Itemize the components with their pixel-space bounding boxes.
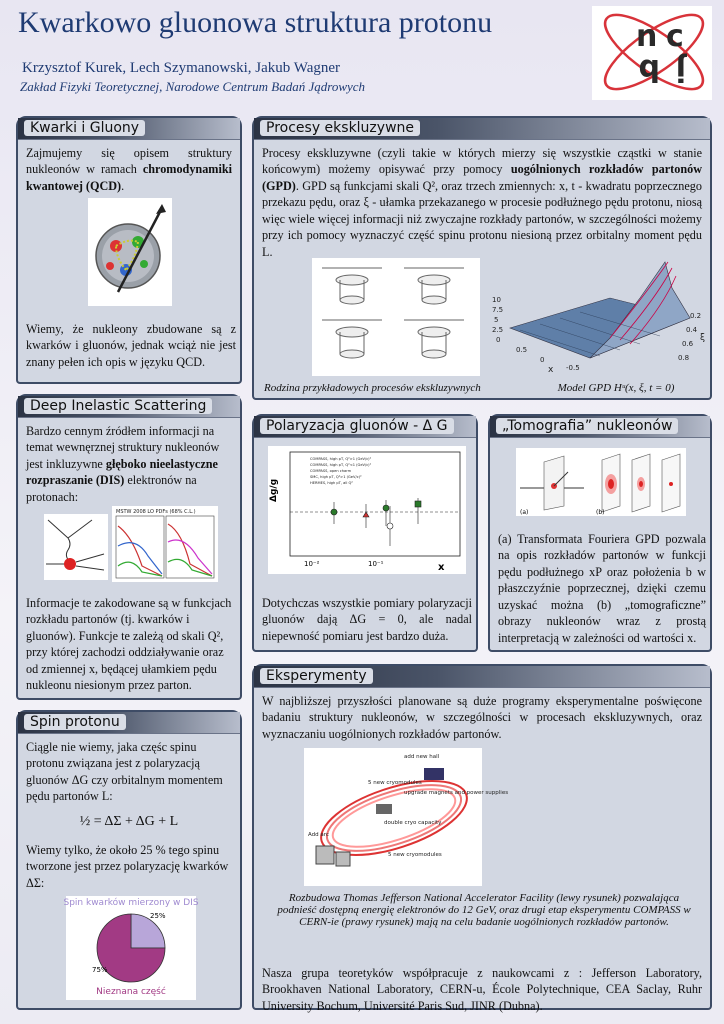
pie-label-25: 25% [150,912,166,920]
panel-tomo-title: „Tomografia” nukleonów [496,418,678,434]
ncbj-logo [592,6,712,100]
polar-text: Dotychczas wszystkie pomiary polaryzacji gluonów dają ΔG = 0, ale nadal niepewność pomiaru jest bardzo duża. [262,596,472,643]
polar-legend-3: COMPASS, open charm [310,469,352,473]
proton-illustration [88,198,172,306]
polar-legend-4: SMC, high pT, Q²>1 (GeV/c)² [310,475,362,479]
panel-tomo [488,414,712,652]
panel-dis [16,394,242,700]
polar-xlabel: x [438,562,445,573]
panel-spin-header [18,712,240,734]
authors: Krzysztof Kurek, Lech Szymanowski, Jakub Wagner [22,60,341,76]
dis-text-1-c: elektronów na protonach: [26,473,197,504]
polar-legend-5: HERMES, high pT, all Q² [310,481,353,485]
tomo-text: (a) Transformata Fouriera GPD pozwala na opis rozkładów partonów w funkcji pędu podłużnego xP oraz położenia b w płaszczyźnie poprzecznej, dzięki czemu uzyskać można (b) „tomograficzne” obrazy nukleonów wraz z prostą interpretacją w zależności od wartości x. [498,532,706,645]
surface-x-tick: -0.5 [566,364,580,372]
svg-text:c: c [666,19,684,54]
polar-legend-1: COMPASS, high pT, Q²>1 (GeV/c)² [310,457,372,461]
panel-spin-title: Spin protonu [24,714,126,730]
panel-quarks-title: Kwarki i Gluony [24,120,145,136]
panel-exclusive [252,116,712,400]
dis-feynman-diagram [44,514,108,580]
quarks-intro-bold: chromodynamiki kwantowej (QCD) [26,162,232,193]
cebaf-diagram [304,748,509,886]
svg-text:b: b [638,52,660,87]
panel-exp [252,664,712,1013]
quarks-text-2: Wiemy, że nukleony zbudowane są z kwarków i gluonów, jednak wciąż nie jest znany pełen ich opis w języku QCD. [26,322,236,369]
polar-ylabel: Δg/g [269,478,279,502]
pie-label-75: 75% [92,966,108,974]
spin-text-1: Ciągle nie wiemy, jaka częśc spinu protonu związana jest z polaryzacją gluonów ΔG czy orbitalnym momentem pędu partonów L: [26,740,223,804]
tomography-diagram [516,448,686,516]
panel-exp-header [254,666,710,688]
exclusive-text-c: . GPD są funkcjami skali Q², oraz trzech zmiennych: x, t - kwadratu poprzecznego przekazu pędu, oraz ξ - ułamka przekazanego w procesie podłużnego pędu protonu, niosą więc wiele więcej informacji niż zwyczajne rozkłady partonów, w szczególności możemy przy ich pomocy wyznaczyć część spinu protonu niesioną przez orbitalny moment pędu L. [262,178,702,259]
dis-text-2: Informacje te zakodowane są w funkcjach rozkładu partonów (tj. kwarków i gluonów). Funkcje te zależą od skali Q², przy której zachodzi oddziaływanie oraz od zmiennej x, będącej ułamkiem pędu nukleonu niesionym przez parton. [26,596,232,693]
panel-quarks [16,116,242,384]
svg-text:10⁻¹: 10⁻¹ [368,560,384,568]
pie-title: Spin kwarków mierzony w DIS [63,898,199,908]
pdf-plot [112,506,218,582]
tomo-label-a: (a) [520,509,529,516]
dis-text-1-a: Bardzo cennym źródłem informacji na temat wewnęrznej struktury nukleonów jest inkluzywne [26,424,220,471]
panel-polar-header [254,416,476,438]
surface-z-tick: 10 [492,296,501,304]
cebaf-label-6: 5 new cryomodules [388,852,442,858]
cebaf-label-1: add new hall [404,754,440,760]
exclusive-text-a: Procesy ekskluzywne (czyli takie w których mierzy się wszystkie cząstki w stanie końcowym) możemy opisywać przy pomocy [262,146,702,177]
gluon-polarization-plot [268,446,466,574]
exp-text-1: W najbliższej przyszłości planowane są duże programy eksperymentalne poświęcone badaniu struktury nukleonów, w szczególności w procesach ekskluzywnych, oraz wyznaczaniu uogólnionych rozkładów partonów. [262,694,702,741]
svg-text:j: j [675,52,686,87]
poster-header [0,0,724,108]
cebaf-label-3: 5 new cryomodules [368,780,422,786]
spin-pie-chart [63,896,199,1000]
exclusive-caption-right: Model GPD Hᵘ(x, ξ, t = 0) [557,382,675,394]
surface-z-tick: 0 [496,336,501,344]
surface-xi-tick: 0.8 [678,354,690,362]
surface-xi-label: ξ [700,333,706,343]
panel-exclusive-header [254,118,710,140]
affiliation: Zakład Fizyki Teoretycznej, Narodowe Centrum Badań Jądrowych [20,79,366,94]
surface-z-tick: 7.5 [492,306,504,314]
spin-formula: ½ = ΔΣ + ΔG + L [79,813,179,829]
gpd-surface-plot [490,258,710,376]
panel-quarks-header [18,118,240,140]
spin-text-2: Wiemy tylko, że około 25 % tego spinu tworzone jest przez polaryzację kwarków ΔΣ: [26,842,229,890]
pdf-plot-title: MSTW 2008 LO PDFs (68% C.L.) [116,509,196,515]
cebaf-label-2: upgrade magnets and power supplies [404,790,509,796]
surface-x-tick: 0.5 [516,346,528,354]
exclusive-caption-left: Rodzina przykładowych procesów ekskluzywnych [264,382,481,394]
quarks-intro [26,145,232,194]
dis-text-1-bold: głęboko nieelastyczne rozpraszanie (DIS) [26,456,218,488]
panel-dis-title: Deep Inelastic Scattering [24,398,212,414]
surface-x-label: x [548,365,554,375]
svg-text:10⁻²: 10⁻² [304,560,320,568]
surface-z-tick: 5 [494,316,499,324]
surface-xi-tick: 0.2 [690,312,702,320]
polar-legend-2: COMPASS, high pT, Q²<1 (GeV/c)² [310,463,372,467]
panel-exp-title: Eksperymenty [260,668,373,684]
poster-title: Kwarkowo gluonowa struktura protonu [18,6,493,39]
panel-spin [16,710,242,1010]
pie-footer: Nieznana część [96,987,166,997]
quarks-intro-c: . [121,178,125,193]
exclusive-text-bold: uogólnionych rozkładów partonów (GPD) [262,162,702,193]
tomo-label-b: (b) [596,509,605,516]
panel-polar [252,414,478,652]
cebaf-label-4: double cryo capacity [384,820,442,826]
quarks-intro-a: Zajmujemy się opisem struktury nukleonów w ramach [26,146,232,177]
exclusive-text [262,145,702,260]
exp-text-2: Nasza grupa teoretyków współpracuje z naukowcami z : Jefferson Laboratory, Brookhaven National Laboratory, CERN-u, École Polytechnique, CEA Saclay, Ruhr University Bochum, Université Paris Sud, JINR (Dubna). [262,966,702,1013]
surface-xi-tick: 0.4 [686,326,698,334]
surface-xi-tick: 0.6 [682,340,694,348]
svg-text:n: n [636,19,658,54]
panel-exclusive-title: Procesy ekskluzywne [260,120,420,136]
panel-tomo-header [490,416,710,438]
panel-polar-title: Polaryzacja gluonów - Δ G [260,418,454,434]
exp-caption: Rozbudowa Thomas Jefferson National Accelerator Facility (lewy rysunek) pozwalająca podnieść dostępną energię elektronów do 12 GeV, oraz drugi etap eksperymentu COMPASS w CERN-ie (prawy rysunek) mają na celu badanie uogólnionych rozkładów partonów. [277,892,691,928]
cebaf-label-5: Add arc [308,832,329,838]
surface-z-tick: 2.5 [492,326,504,334]
panel-dis-header [18,396,240,418]
exclusive-processes-diagram [312,258,480,376]
surface-x-tick: 0 [540,356,545,364]
dis-text-1 [26,423,232,505]
